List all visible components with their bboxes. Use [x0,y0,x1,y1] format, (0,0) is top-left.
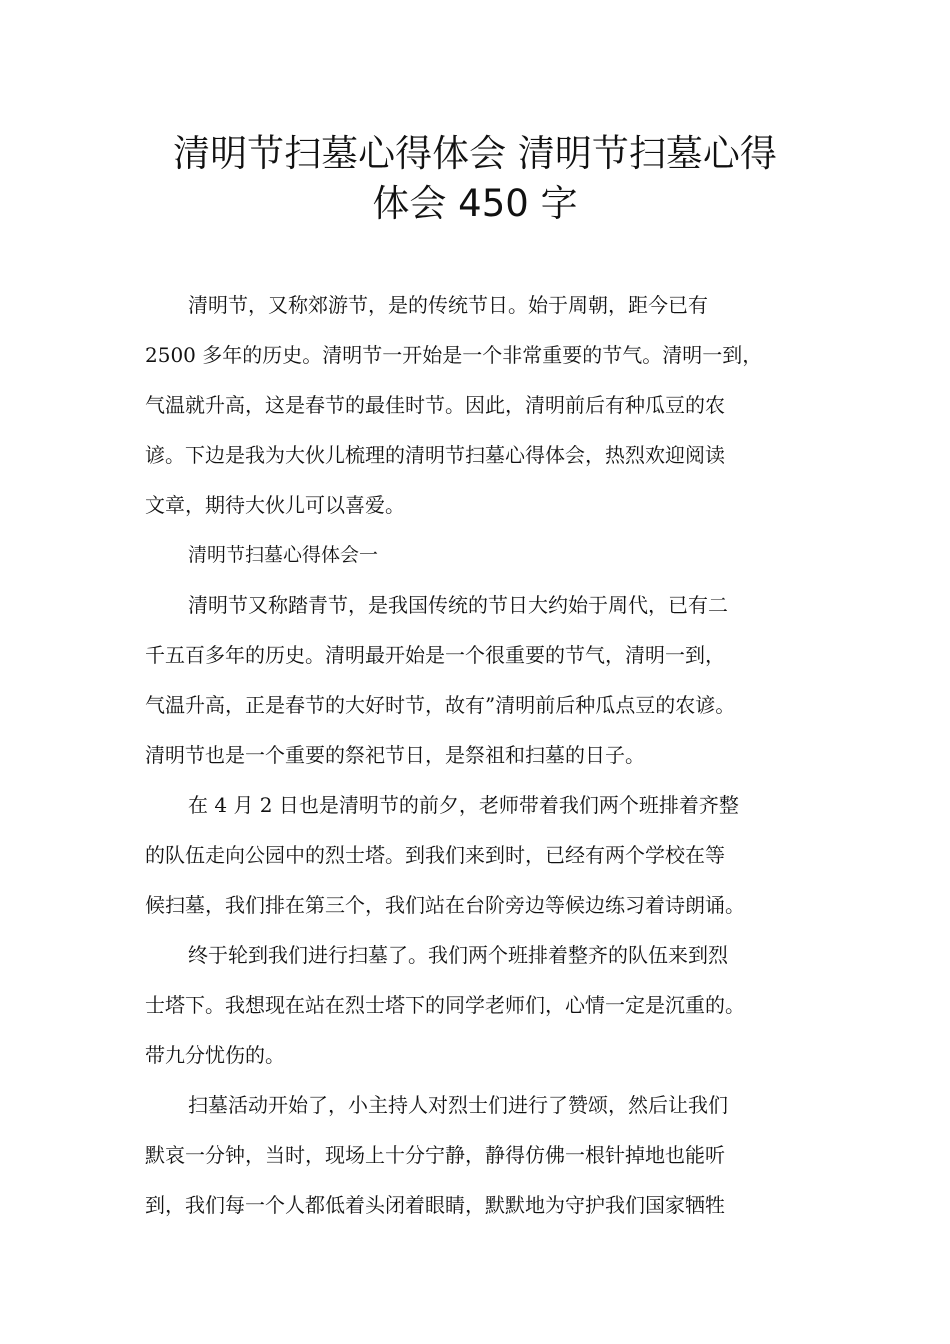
paragraph-line: 气温就升高，这是春节的最佳时节。因此，清明前后有种瓜豆的农 [145,393,725,417]
paragraph-line: 文章，期待大伙儿可以喜爱。 [145,493,405,517]
paragraph-line: 候扫墓，我们排在第三个，我们站在台阶旁边等候边练习着诗朗诵。 [145,893,745,917]
document-title-line-2: 体会 450 字 [372,182,578,225]
paragraph-line: 默哀一分钟，当时，现场上十分宁静，静得仿佛一根针掉地也能听 [145,1143,725,1167]
paragraph-line: 扫墓活动开始了，小主持人对烈士们进行了赞颂，然后让我们 [188,1093,728,1117]
paragraph-line: 士塔下。我想现在站在烈士塔下的同学老师们，心情一定是沉重的。 [145,993,745,1017]
document-body [145,280,825,1230]
paragraph-line: 千五百多年的历史。清明最开始是一个很重要的节气，清明一到， [145,643,725,667]
paragraph-line: 清明节，又称郊游节，是的传统节日。始于周朝，距今已有 [188,293,708,317]
paragraph-line: 到，我们每一个人都低着头闭着眼睛，默默地为守护我们国家牺牲 [145,1193,725,1217]
paragraph-line: 在 4 月 2 日也是清明节的前夕，老师带着我们两个班排着齐整 [188,793,739,817]
document-title-line-1: 清明节扫墓心得体会 清明节扫墓心得 [173,132,777,175]
paragraph-line: 清明节也是一个重要的祭祀节日，是祭祖和扫墓的日子。 [145,743,645,767]
paragraph-line: 的队伍走向公园中的烈士塔。到我们来到时，已经有两个学校在等 [145,843,725,867]
paragraph-line: 气温升高，正是春节的大好时节，故有”清明前后种瓜点豆的农谚。 [145,693,736,717]
paragraph-line: 带九分忧伤的。 [145,1043,285,1067]
paragraph-line: 谚。下边是我为大伙儿梳理的清明节扫墓心得体会，热烈欢迎阅读 [145,443,725,467]
section-heading: 清明节扫墓心得体会一 [188,544,379,566]
paragraph-line: 终于轮到我们进行扫墓了。我们两个班排着整齐的队伍来到烈 [188,943,728,967]
paragraph-line: 2500 多年的历史。清明节一开始是一个非常重要的节气。清明一到， [145,343,763,367]
paragraph-line: 清明节又称踏青节，是我国传统的节日大约始于周代，已有二 [188,593,728,617]
